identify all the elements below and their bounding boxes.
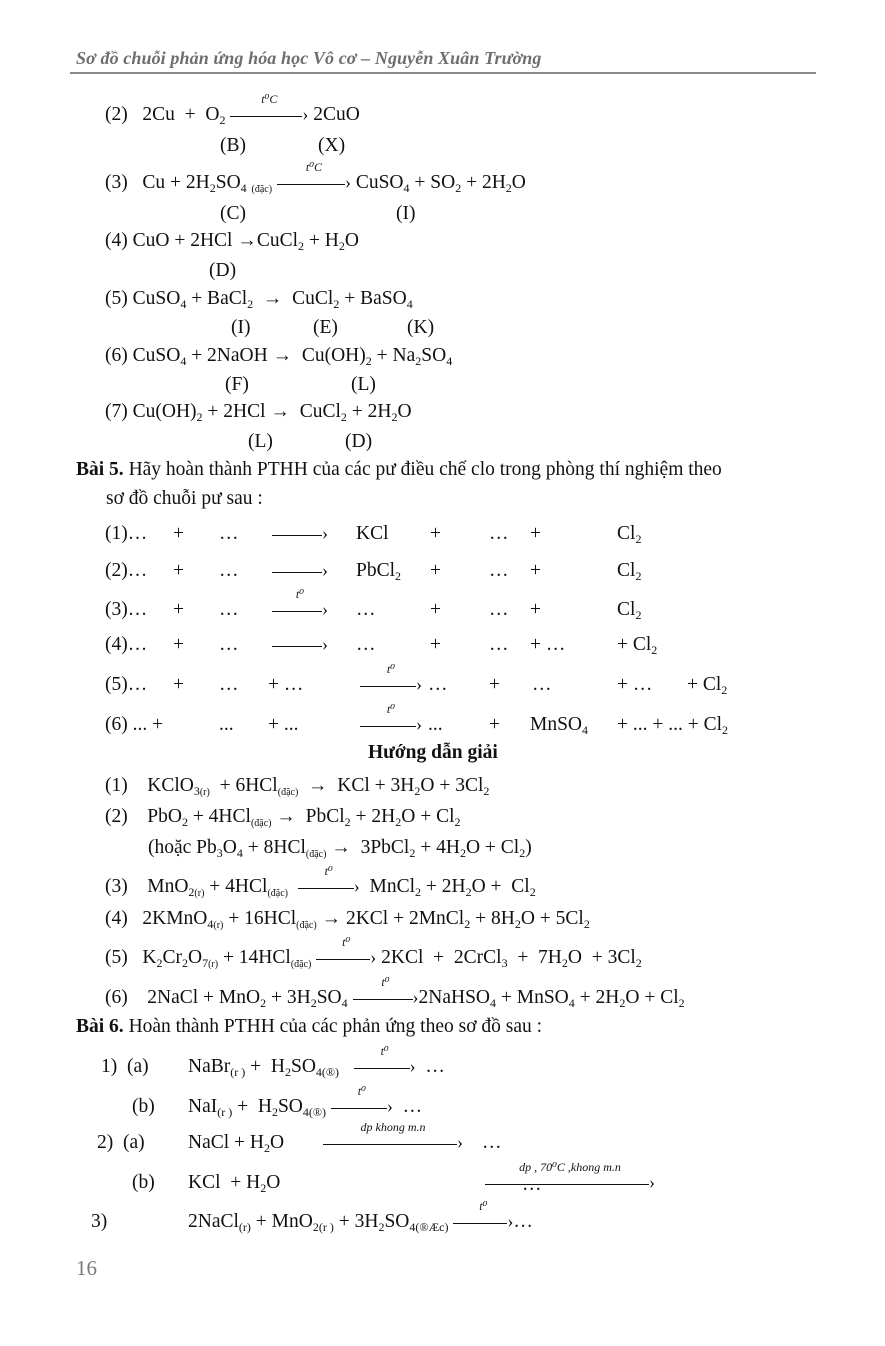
- reaction-rhs: CuCl$_2$ + $H_2O$: [256, 230, 359, 253]
- scheme-cell: ...: [428, 714, 443, 735]
- running-header: Sơ đồ chuỗi phản ứng hóa học Vô cơ – Nguyễn Xuân Trường: [76, 48, 542, 68]
- scheme-cell: PbCl$_2$: [356, 560, 402, 583]
- exercise-6-eq-1a: NaBr$_{(r )}$ + $H_2SO_{4(®)}$ t⁰ › …: [188, 1043, 445, 1079]
- reaction-rhs: $Cu(OH)_2 + Na_2SO_4$: [301, 345, 453, 368]
- item-rhs: …: [402, 1096, 423, 1117]
- solution-6: (6) 2NaCl + $MnO_2 + 3H_2SO_4$ t⁰ › 2NaHSO$_4$ + MnSO$_4$ + $2H_2O + Cl_2$: [105, 974, 685, 1010]
- item-sub: (a): [127, 1056, 149, 1077]
- label-F: (F): [225, 374, 249, 395]
- reaction-lhs: CuSO$_4$ + BaCl$_2$: [132, 288, 254, 311]
- item-rhs: …: [513, 1211, 533, 1232]
- label-X: (X): [318, 135, 346, 156]
- exercise-6-item-3: 3): [91, 1211, 108, 1232]
- reaction-number: (5): [105, 288, 128, 309]
- label-L: (L): [351, 374, 376, 395]
- scheme-cell: +: [173, 674, 184, 695]
- scheme-cell: +: [430, 634, 441, 655]
- reaction-lhs: $2Cu + O_2$: [142, 104, 226, 127]
- arrow-icon: t⁰ ›: [360, 676, 422, 696]
- arrow-icon: t⁰C ›: [230, 106, 308, 126]
- scheme-cell: ...: [219, 714, 234, 735]
- label-I: (I): [231, 317, 251, 338]
- scheme-cell: +: [430, 523, 441, 544]
- arrow-icon: dp khong m.n ›: [323, 1134, 463, 1154]
- scheme-cell: +: [530, 599, 541, 620]
- reaction-number: (6): [105, 345, 128, 366]
- arrow-icon: ›: [272, 562, 328, 582]
- solution-number: (3): [105, 876, 128, 897]
- reaction-rhs: CuCl$_2$ + BaSO$_4$: [292, 288, 413, 311]
- arrow-icon: ›: [272, 636, 328, 656]
- reaction-7: (7) $Cu(OH)_2 + 2HCl$ → CuCl$_2$ + $2H_2O$: [105, 401, 412, 424]
- item-number: 2): [97, 1132, 114, 1153]
- arrow-icon: t⁰ ›: [316, 949, 376, 969]
- label-E: (E): [313, 317, 338, 338]
- scheme-cell: + …: [617, 674, 653, 695]
- exercise-6-eq-3: 2NaCl$_{(r)}$ + $MnO_{2(r )} + 3H_2SO_{4(®Æc)}$ t⁰ › …: [188, 1198, 533, 1234]
- item-rhs: …: [482, 1132, 502, 1153]
- scheme-cell: …: [532, 674, 552, 695]
- reaction-6: (6) CuSO$_4$ + 2NaOH → $Cu(OH)_2 + Na_2SO_4$: [105, 345, 453, 368]
- solution-number: (1): [105, 775, 128, 796]
- solution-2-alt: (hoặc $Pb_3O_4 + 8HCl_{(đặc)}$ → 3PbCl$_2$ + $4H_2O + Cl_2$): [148, 837, 532, 860]
- label-K: (K): [407, 317, 435, 338]
- reaction-lhs: $Cu(OH)_2 + 2HCl$: [132, 401, 266, 424]
- item-sub: (a): [123, 1132, 145, 1153]
- scheme-number: (4)…: [105, 634, 148, 655]
- scheme-cell: …: [489, 599, 509, 620]
- scheme-cell: +: [430, 599, 441, 620]
- item-rhs: …: [522, 1174, 542, 1195]
- arrow-icon: t⁰ ›: [360, 716, 422, 736]
- reaction-5: (5) CuSO$_4$ + BaCl$_2$ → CuCl$_2$ + BaSO$_4$: [105, 288, 413, 311]
- exercise-6-title: Bài 6.: [76, 1016, 124, 1037]
- scheme-cell: + $Cl_2$: [687, 674, 728, 697]
- solution-number: (6): [105, 987, 128, 1008]
- label-C: (C): [220, 203, 246, 224]
- reaction-rhs: CuCl$_2$ + $2H_2O$: [299, 401, 412, 424]
- exercise-6-eq-2b: KCl + $H_2O$: [188, 1172, 281, 1195]
- solution-number: (2): [105, 806, 128, 827]
- reaction-number: (2): [105, 104, 128, 125]
- scheme-cell: + …: [530, 634, 566, 655]
- scheme-number: (5)…: [105, 674, 148, 695]
- reaction-3: [105, 159, 526, 195]
- solution-2: (2) PbO$_2$ + 4HCl$_{(đặc)}$ → PbCl$_2$ + $2H_2O + Cl_2$: [105, 806, 461, 829]
- reaction-number: (4): [105, 230, 128, 251]
- scheme-cell: …: [356, 634, 376, 655]
- scheme-cell: +: [489, 674, 500, 695]
- scheme-cell: …: [489, 634, 509, 655]
- exercise-5-text-cont: sơ đồ chuỗi pư sau :: [106, 488, 263, 509]
- arrow-icon: dp , 70⁰C ,khong m.n ›: [485, 1174, 655, 1194]
- scheme-cell: …: [219, 634, 239, 655]
- arrow-icon: t⁰C ›: [277, 174, 351, 194]
- scheme-cell: +: [173, 634, 184, 655]
- scheme-number: (1)…: [105, 523, 148, 544]
- exercise-5-prompt: [76, 459, 722, 481]
- arrow-icon: t⁰ ›: [298, 878, 360, 898]
- scheme-cell: +: [173, 523, 184, 544]
- reaction-rhs: CuSO$_4$ + $SO_2 + 2H_2O$: [355, 172, 526, 195]
- scheme-cell: +: [530, 560, 541, 581]
- reaction-lhs: CuO + 2HCl: [132, 230, 233, 251]
- arrow-icon: t⁰ ›: [272, 601, 328, 621]
- reaction-lhs: CuSO$_4$ + 2NaOH: [132, 345, 268, 368]
- label-D: (D): [209, 260, 237, 281]
- item-number: 1): [101, 1056, 118, 1077]
- exercise-6-item-2b: (b): [132, 1172, 155, 1193]
- scheme-number: (2)…: [105, 560, 148, 581]
- scheme-number: (6) ... +: [105, 714, 164, 735]
- scheme-cell: $Cl_2$: [617, 599, 642, 622]
- reaction-lhs: $Cu + 2H_2SO_4$ $_{(đặc)}$: [142, 172, 273, 195]
- solution-4: (4) 2KMnO$_{4(r)}$ + 16HCl$_{(đặc)}$ → 2KCl + 2MnCl$_2$ + $8H_2O + 5Cl_2$: [105, 908, 590, 931]
- exercise-6-item-1a: [101, 1056, 149, 1078]
- item-rhs: …: [425, 1056, 445, 1077]
- reaction-rhs: 2CuO: [313, 104, 360, 125]
- scheme-cell: …: [356, 599, 376, 620]
- exercise-6-item-1b: (b): [132, 1096, 155, 1117]
- arrow-icon: t⁰ ›: [353, 989, 419, 1009]
- solution-heading: Hướng dẫn giải: [368, 742, 498, 763]
- reaction-4: (4) CuO + 2HCl →CuCl$_2$ + $H_2O$: [105, 230, 359, 253]
- scheme-cell: + $Cl_2$: [617, 634, 658, 657]
- exercise-5-text: Hãy hoàn thành PTHH của các pư điều chế clo trong phòng thí nghiệm theo: [128, 459, 722, 480]
- exercise-6-eq-2a: NaCl + $H_2O$: [188, 1132, 285, 1155]
- exercise-6-eq-1b: $NaI_{(r )} + H_2SO_{4(®)}$ t⁰ › …: [188, 1083, 423, 1119]
- scheme-cell: +: [530, 523, 541, 544]
- scheme-number: (3)…: [105, 599, 148, 620]
- label-D: (D): [345, 431, 373, 452]
- scheme-cell: +: [173, 560, 184, 581]
- scheme-cell: KCl: [356, 523, 389, 544]
- scheme-cell: +: [173, 599, 184, 620]
- solution-1: (1) KClO$_{3(r)}$ + 6HCl$_{(đặc)}$ → KCl + $3H_2O + 3Cl_2$: [105, 775, 490, 798]
- label-L: (L): [248, 431, 273, 452]
- scheme-cell: + ...: [268, 714, 299, 735]
- exercise-6-prompt: [76, 1016, 542, 1038]
- arrow-icon: ›: [272, 525, 328, 545]
- reaction-number: (7): [105, 401, 128, 422]
- scheme-cell: $Cl_2$: [617, 560, 642, 583]
- label-B: (B): [220, 135, 246, 156]
- arrow-icon: t⁰ ›: [453, 1213, 513, 1233]
- exercise-5-title: Bài 5.: [76, 459, 124, 480]
- arrow-icon: t⁰ ›: [331, 1098, 393, 1118]
- scheme-cell: MnSO$_4$: [530, 714, 589, 737]
- scheme-cell: +: [430, 560, 441, 581]
- scheme-cell: …: [219, 560, 239, 581]
- exercise-6-text: Hoàn thành PTHH của các phản ứng theo sơ đồ sau :: [128, 1016, 543, 1037]
- scheme-cell: + ... + ... + $Cl_2$: [617, 714, 729, 737]
- scheme-cell: …: [219, 523, 239, 544]
- arrow-icon: t⁰ ›: [354, 1058, 416, 1078]
- scheme-cell: …: [219, 599, 239, 620]
- reaction-number: (3): [105, 172, 128, 193]
- solution-number: (4): [105, 908, 128, 929]
- scheme-cell: +: [489, 714, 500, 735]
- solution-3: (3) MnO$_{2(r)}$ + 4HCl$_{(đặc)}$ t⁰ › MnCl$_2$ + $2H_2O + Cl_2$: [105, 863, 536, 899]
- solution-number: (5): [105, 947, 128, 968]
- scheme-cell: …: [489, 560, 509, 581]
- label-I: (I): [396, 203, 416, 224]
- solution-5: (5) $K_2Cr_2O_{7(r)} + 14HCl_{(đặc)}$ t⁰ › 2KCl + 2CrCl$_3$ + $7H_2O + 3Cl_2$: [105, 934, 642, 970]
- scheme-cell: …: [428, 674, 448, 695]
- reaction-2: [105, 91, 360, 127]
- header-rule: [70, 72, 816, 74]
- scheme-cell: …: [489, 523, 509, 544]
- scheme-cell: $Cl_2$: [617, 523, 642, 546]
- page-number: 16: [76, 1256, 97, 1280]
- scheme-cell: …: [219, 674, 239, 695]
- scheme-cell: + …: [268, 674, 304, 695]
- exercise-6-item-2a: [97, 1132, 145, 1154]
